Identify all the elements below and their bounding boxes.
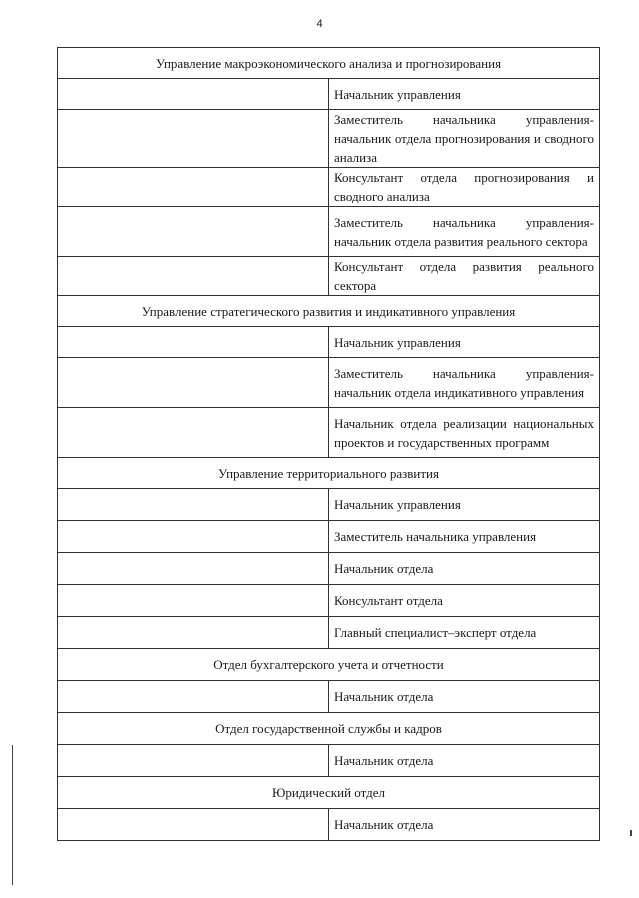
position-row xyxy=(58,681,600,713)
position-row xyxy=(58,489,600,521)
position-name: Начальник отдела реализации национальных проектов и государственных программ xyxy=(329,408,600,458)
position-row xyxy=(58,617,600,649)
department-name: Юридический отдел xyxy=(58,777,600,809)
position-row xyxy=(58,79,600,110)
number-cell xyxy=(58,553,329,585)
position-row xyxy=(58,207,600,257)
position-name: Начальник отдела xyxy=(329,681,600,713)
department-row xyxy=(58,777,600,809)
position-name: Главный специалист–эксперт отдела xyxy=(329,617,600,649)
department-row xyxy=(58,48,600,79)
position-row xyxy=(58,521,600,553)
positions-table xyxy=(57,47,600,841)
department-name: Управление стратегического развития и индикативного управления xyxy=(58,296,600,327)
number-cell xyxy=(58,327,329,358)
number-cell xyxy=(58,585,329,617)
number-cell xyxy=(58,809,329,841)
position-row xyxy=(58,168,600,207)
position-name: Консультант отдела развития реального сектора xyxy=(329,257,600,296)
number-cell xyxy=(58,207,329,257)
position-row xyxy=(58,110,600,168)
position-name: Начальник отдела xyxy=(329,809,600,841)
number-cell xyxy=(58,168,329,207)
number-cell xyxy=(58,745,329,777)
position-name: Начальник управления xyxy=(329,327,600,358)
position-row xyxy=(58,358,600,408)
page-number: 4 xyxy=(316,18,323,30)
number-cell xyxy=(58,489,329,521)
number-cell xyxy=(58,257,329,296)
position-name: Консультант отдела xyxy=(329,585,600,617)
position-name: Начальник управления xyxy=(329,489,600,521)
department-name: Отдел государственной службы и кадров xyxy=(58,713,600,745)
scan-artifact-right xyxy=(630,830,632,836)
department-row xyxy=(58,713,600,745)
position-name: Начальник отдела xyxy=(329,553,600,585)
department-name: Управление территориального развития xyxy=(58,458,600,489)
number-cell xyxy=(58,681,329,713)
number-cell xyxy=(58,408,329,458)
position-row xyxy=(58,585,600,617)
position-name: Заместитель начальника управления-начальник отдела прогнозирования и сводного анализа xyxy=(329,110,600,168)
department-name: Управление макроэкономического анализа и прогнозирования xyxy=(58,48,600,79)
number-cell xyxy=(58,617,329,649)
number-cell xyxy=(58,358,329,408)
department-name: Отдел бухгалтерского учета и отчетности xyxy=(58,649,600,681)
department-row xyxy=(58,296,600,327)
position-name: Начальник управления xyxy=(329,79,600,110)
position-row xyxy=(58,809,600,841)
number-cell xyxy=(58,79,329,110)
position-name: Начальник отдела xyxy=(329,745,600,777)
number-cell xyxy=(58,110,329,168)
position-name: Заместитель начальника управления xyxy=(329,521,600,553)
number-cell xyxy=(58,521,329,553)
position-row xyxy=(58,257,600,296)
position-name: Заместитель начальника управления-начальник отдела индикативного управления xyxy=(329,358,600,408)
position-row xyxy=(58,327,600,358)
department-row xyxy=(58,458,600,489)
scan-artifact-left xyxy=(12,745,13,885)
position-row xyxy=(58,408,600,458)
position-row xyxy=(58,745,600,777)
department-row xyxy=(58,649,600,681)
position-row xyxy=(58,553,600,585)
position-name: Консультант отдела прогнозирования и сводного анализа xyxy=(329,168,600,207)
position-name: Заместитель начальника управления-начальник отдела развития реального сектора xyxy=(329,207,600,257)
